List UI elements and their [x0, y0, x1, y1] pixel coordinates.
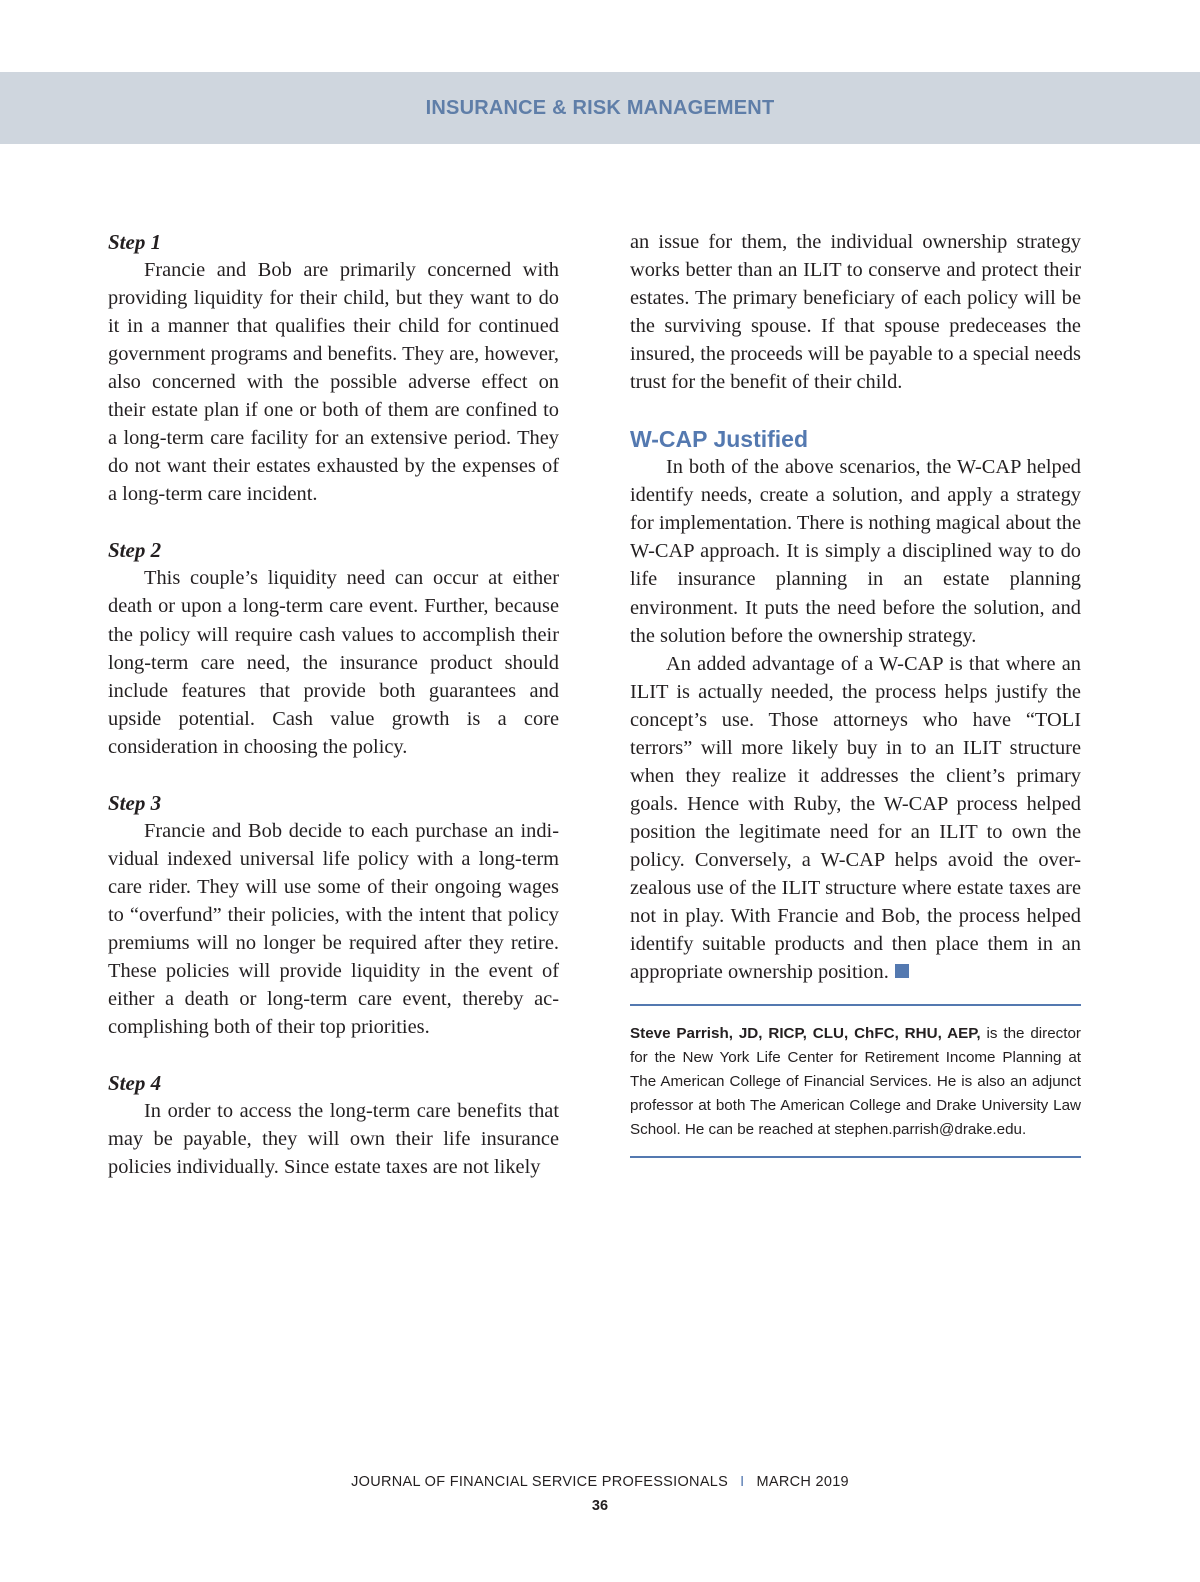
- wcap-heading: W-CAP Justified: [630, 426, 809, 453]
- footer-separator: I: [740, 1474, 745, 1490]
- step-4-text: In order to access the long-term care benefits that may be payable, they will own their life insurance policies individually. Since estate taxes are not likely: [108, 1100, 559, 1179]
- step-1-text: Francie and Bob are primarily concerned with providing liquidity for their child, but they want to do it in a manner that qualifies their child for continued government programs and benefits. They are, however, also concerned with the possible adverse effect on their estate plan if one or both of them are confined to a long-term care facility for an extensive period. They do not want their estates exhausted by the expenses of a long-term care incident.: [108, 259, 559, 506]
- left-column: [108, 228, 559, 1181]
- wcap-paragraph-2-text: An added advantage of a W-CAP is that where an ILIT is actually needed, the process helps justify the concept’s use. Those attorneys who have “TOLI terrors” will more likely buy in to an ILIT structure when they realize it addresses the client’s primary goals. Hence with Ruby, the W-CAP process helped position the legitimate need for an ILIT to own the policy. Conversely, a W-CAP helps avoid the over-zealous use of the ILIT structure where estate taxes are not in play. With Francie and Bob, the process helped identify suitable products and then place them in an appropriate ownership position.: [630, 652, 1081, 984]
- bio-author-name: Steve Parrish, JD, RICP, CLU, ChFC, RHU, AEP,: [630, 1025, 981, 1043]
- step-1-heading: Step 1: [108, 230, 162, 254]
- bio-author-description: is the director for the New York Life Center for Retirement Income Planning at The American College of Financial Services. He is also an adjunct professor at both The American College and Drake University Law School. He can be reached at stephen.parrish@drake.edu.: [630, 1025, 1081, 1139]
- right-column: [630, 228, 1081, 1158]
- footer-journal-name: JOURNAL OF FINANCIAL SERVICE PROFESSIONALS: [351, 1474, 729, 1490]
- step-3-heading: Step 3: [108, 790, 162, 815]
- wcap-paragraph-2: [630, 650, 1081, 987]
- footer-date: MARCH 2019: [756, 1474, 849, 1490]
- author-bio: [630, 1004, 1081, 1158]
- step-2-heading: Step 2: [108, 538, 162, 563]
- wcap-paragraph-1: In both of the above scenarios, the W-CAP helped identify needs, create a solution, and apply a strategy for implementation. There is nothing magical about the W-CAP approach. It is simply a disciplined way to do life insurance planning in an estate planning environment. It puts the need before the solution, and the solution before the ownership strategy.: [630, 456, 1081, 647]
- step-3-text: Francie and Bob decide to each purchase an individual indexed universal life policy with a long-term care rider. They will use some of their ongoing wages to “overfund” their policies, with the intent that policy premiums will no longer be required after they retire. These policies will provide liquidity in the event of either a death or long-term care event, thereby accomplishing both of their top priorities.: [108, 819, 559, 1039]
- page-footer: [0, 1474, 1200, 1490]
- page-number: 36: [591, 1498, 609, 1514]
- step-4-heading: Step 4: [108, 1071, 162, 1096]
- continued-text: an issue for them, the individual ownership strategy works better than an ILIT to conserve and protect their estates. The primary beneficiary of each policy will be the surviving spouse. If that spouse predeceases the insured, the proceeds will be payable to a special needs trust for the benefit of their child.: [630, 231, 1081, 394]
- section-banner: [0, 72, 1200, 144]
- section-title: INSURANCE & RISK MANAGEMENT: [425, 96, 775, 119]
- step-2-text: This couple’s liquidity need can occur at either death or upon a long-term care event. Further, because the policy will require cash values to accomplish their long-term care need, the insurance product should include features that provide both guarantees and upside potential. Cash value growth is a core consideration in choosing the policy.: [108, 567, 559, 758]
- end-mark-square-icon: [895, 964, 909, 978]
